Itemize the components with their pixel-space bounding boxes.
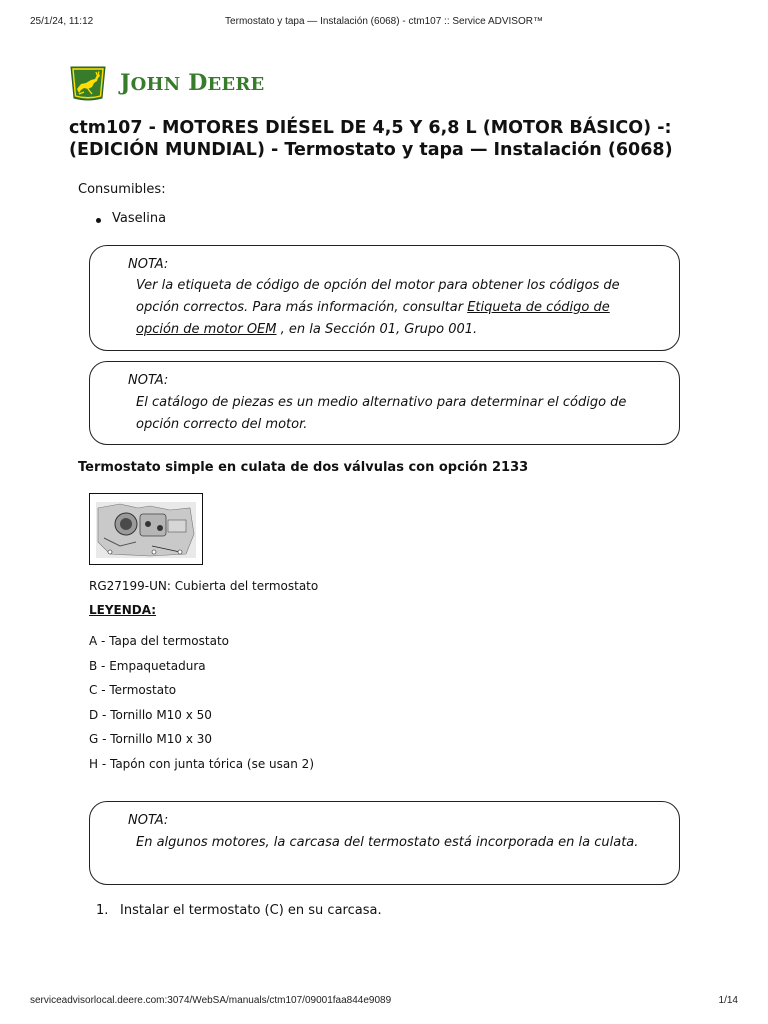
print-page-title: Termostato y tapa — Instalación (6068) - ctm107 :: Service ADVISOR™ bbox=[225, 16, 543, 27]
note-box-integrated-housing bbox=[89, 801, 680, 885]
consumable-item: Vaselina bbox=[96, 211, 166, 226]
note-text: El catálogo de piezas es un medio alternativo para determinar el código de opción correcto del motor. bbox=[136, 395, 627, 432]
procedure-step bbox=[96, 903, 382, 918]
procedure-steps bbox=[96, 903, 382, 918]
note-text-after-link: , en la Sección 01, Grupo 001. bbox=[276, 322, 478, 337]
print-footer bbox=[30, 995, 738, 1009]
print-page-number: 1/14 bbox=[718, 995, 738, 1006]
leaping-deer-logo-icon bbox=[68, 65, 108, 101]
step-number: 1. bbox=[96, 903, 109, 918]
figure-caption: RG27199-UN: Cubierta del termostato bbox=[89, 579, 319, 593]
legend-item: B - Empaquetadura bbox=[89, 658, 206, 673]
note-text-before-link: Ver la etiqueta de código de opción del motor para obtener los códigos de opción correctos. Para más información, consultar bbox=[136, 278, 620, 315]
legend-item: G - Tornillo M10 x 30 bbox=[89, 732, 212, 747]
legend-item: A - Tapa del termostato bbox=[89, 634, 229, 648]
print-header bbox=[30, 16, 738, 30]
legend-item: H - Tapón con junta tórica (se usan 2) bbox=[89, 756, 314, 771]
consumables-list bbox=[96, 211, 166, 226]
consumables-label: Consumibles: bbox=[78, 182, 166, 197]
legend-list bbox=[89, 632, 314, 780]
brand-second-initial: D bbox=[188, 70, 208, 96]
oem-engine-option-code-link[interactable]: Etiqueta de código de opción de motor OEM bbox=[136, 300, 610, 337]
brand-wordmark bbox=[120, 70, 264, 96]
note-label: NOTA: bbox=[128, 257, 169, 272]
note-box-option-code bbox=[89, 245, 680, 351]
print-url: serviceadvisorlocal.deere.com:3074/WebSA/manuals/ctm107/09001faa844e9089 bbox=[30, 995, 392, 1006]
note-text bbox=[136, 275, 656, 341]
print-datetime: 25/1/24, 11:12 bbox=[30, 16, 94, 27]
brand-first-initial: J bbox=[120, 70, 131, 96]
legend-item: C - Termostato bbox=[89, 683, 177, 698]
note-label: NOTA: bbox=[128, 813, 169, 828]
section-heading: Termostato simple en culata de dos válvulas con opción 2133 bbox=[78, 460, 529, 475]
legend-title: LEYENDA: bbox=[89, 603, 157, 617]
page-title: ctm107 - MOTORES DIÉSEL DE 4,5 Y 6,8 L (MOTOR BÁSICO) -: (EDICIÓN MUNDIAL) - Termostato y tapa — Instalación (6068) bbox=[69, 118, 673, 160]
legend-item: D - Tornillo M10 x 50 bbox=[89, 707, 212, 722]
thermostat-cover-illustration bbox=[90, 494, 202, 564]
brand-second-rest: EERE bbox=[207, 74, 265, 95]
note-label: NOTA: bbox=[128, 373, 169, 388]
john-deere-logo bbox=[68, 64, 264, 102]
brand-first-rest: OHN bbox=[130, 74, 181, 95]
step-text: Instalar el termostato (C) en su carcasa. bbox=[120, 903, 382, 918]
note-box-parts-catalog bbox=[89, 361, 680, 445]
thermostat-cover-figure[interactable] bbox=[89, 493, 203, 565]
note-text: En algunos motores, la carcasa del termostato está incorporada en la culata. bbox=[136, 835, 639, 850]
